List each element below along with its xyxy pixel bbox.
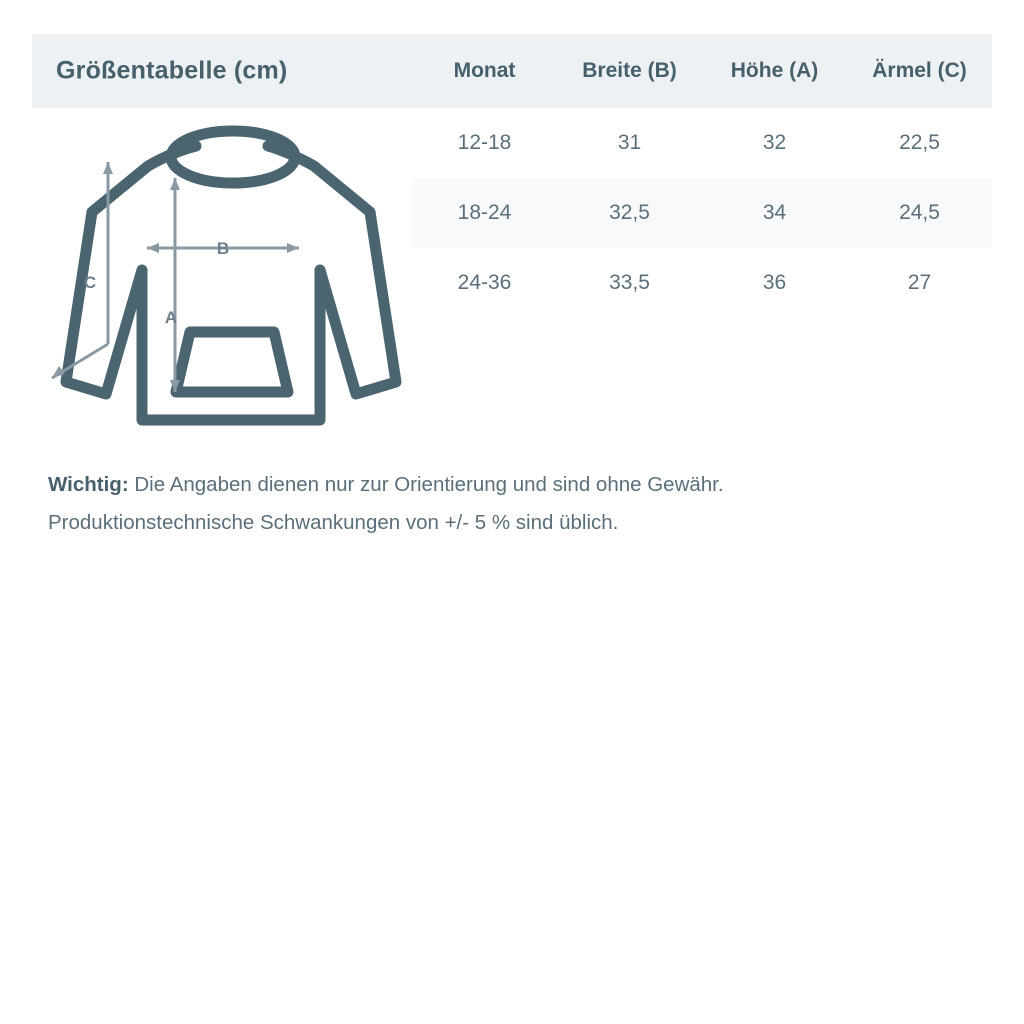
cell-month: 12-18 bbox=[457, 131, 512, 154]
note-line-2: Produktionstechnische Schwankungen von +/- 5 % sind üblich. bbox=[48, 511, 619, 534]
size-table-container bbox=[412, 34, 992, 318]
cell-height: 36 bbox=[762, 271, 787, 294]
dimension-label-b: B bbox=[216, 239, 230, 258]
cell-sleeve: 22,5 bbox=[899, 131, 940, 154]
disclaimer-note bbox=[48, 466, 978, 542]
cell-height: 34 bbox=[702, 178, 847, 248]
column-header-width: Breite (B) bbox=[582, 59, 677, 82]
page-title: Größentabelle (cm) bbox=[56, 56, 288, 85]
note-line-1-text: Die Angaben dienen nur zur Orientierung und sind ohne Gewähr. bbox=[128, 473, 724, 496]
hoodie-outline-icon bbox=[66, 131, 396, 420]
hoodie-illustration bbox=[30, 120, 410, 450]
cell-month: 24-36 bbox=[457, 271, 512, 294]
table-row bbox=[412, 248, 992, 318]
cell-width: 31 bbox=[617, 131, 642, 154]
table-row bbox=[412, 178, 992, 248]
cell-width: 32,5 bbox=[557, 178, 702, 248]
cell-sleeve: 24,5 bbox=[847, 178, 992, 248]
dimension-label-a: A bbox=[164, 308, 178, 327]
cell-height: 32 bbox=[762, 131, 787, 154]
cell-width: 33,5 bbox=[609, 271, 650, 294]
note-line-1 bbox=[48, 466, 978, 504]
column-header-height: Höhe (A) bbox=[730, 59, 819, 82]
dimension-label-c: C bbox=[83, 273, 97, 292]
cell-sleeve: 27 bbox=[907, 271, 932, 294]
table-row bbox=[412, 108, 992, 178]
column-header-month: Monat bbox=[453, 59, 516, 82]
cell-month: 18-24 bbox=[412, 178, 557, 248]
column-header-sleeve: Ärmel (C) bbox=[872, 59, 967, 82]
note-bold-prefix: Wichtig: bbox=[48, 473, 129, 496]
size-table bbox=[412, 34, 992, 318]
table-header-row bbox=[412, 34, 992, 108]
